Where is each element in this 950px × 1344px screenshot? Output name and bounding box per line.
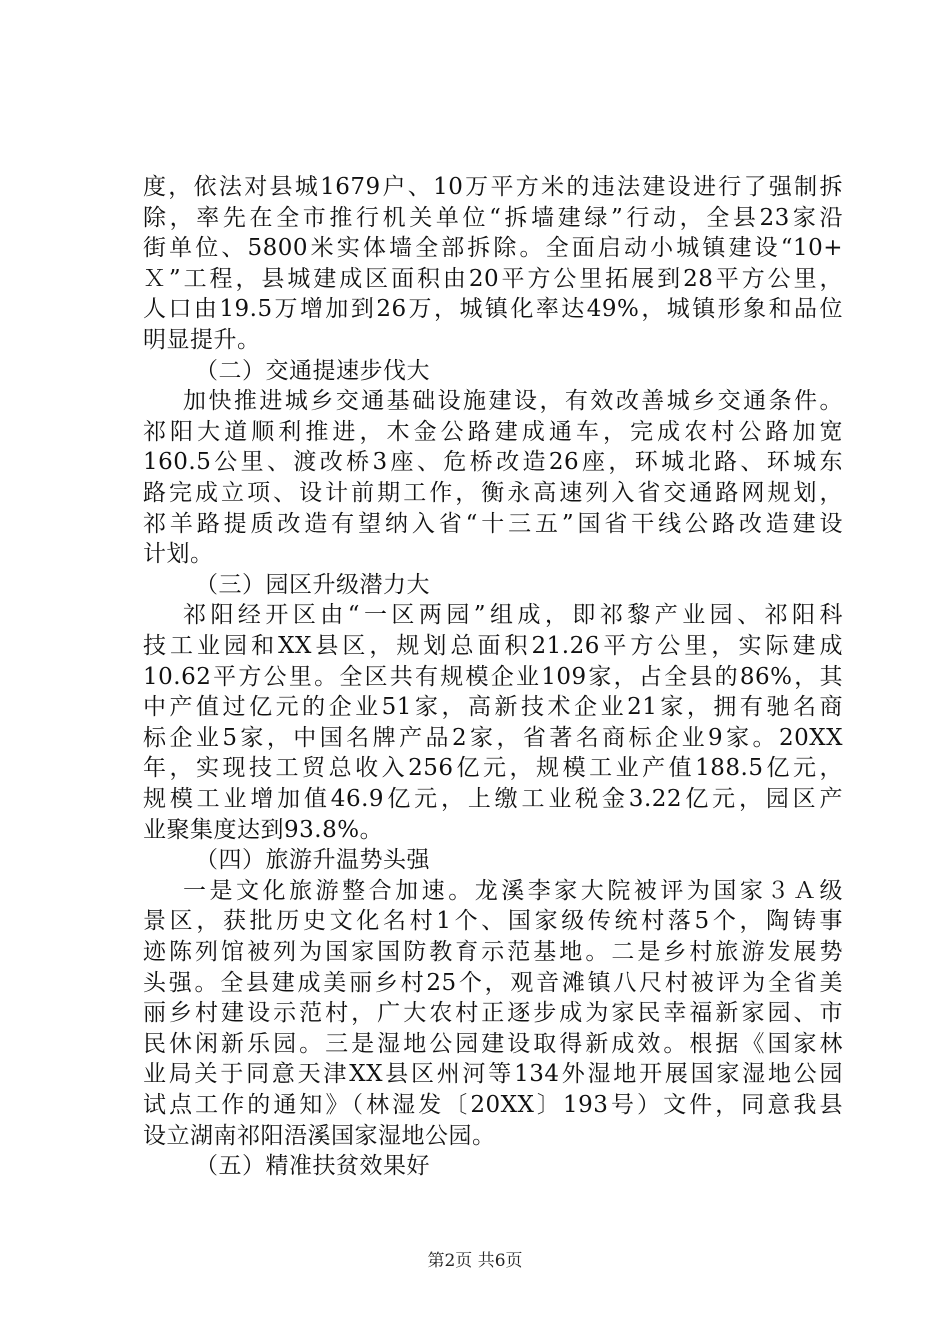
body-text-line: 业局关于同意天津XX县区州河等134外湿地开展国家湿地公园: [143, 1061, 843, 1088]
body-text-line: 中产值过亿元的企业51家，高新技术企业21家，拥有驰名商: [143, 694, 843, 721]
body-text-line: 祁阳大道顺利推进，木金公路建成通车，完成农村公路加宽: [143, 418, 843, 445]
body-text-line: 明显提升。: [143, 327, 261, 353]
section-heading: （三）园区升级潜力大: [195, 571, 430, 598]
body-text-line: 试点工作的通知》（林湿发〔20XX〕193号）文件，同意我县: [143, 1092, 843, 1118]
body-text-line: 人口由19.5万增加到26万，城镇化率达49%，城镇形象和品位: [143, 296, 843, 323]
body-text-line: 丽乡村建设示范村，广大农村正逐步成为家民幸福新家园、市: [143, 1000, 843, 1027]
body-text-line: 祁羊路提质改造有望纳入省“十三五”国省干线公路改造建设: [143, 510, 843, 537]
body-text-line: 度，依法对县城1679户、10万平方米的违法建设进行了强制拆: [143, 174, 843, 200]
body-text-line: 计划。: [143, 541, 214, 568]
paragraph-first-line: 加快推进城乡交通基础设施建设，有效改善城乡交通条件。: [183, 388, 843, 415]
page-footer: 第2页 共6页: [427, 1251, 523, 1271]
paragraph-first-line: 祁阳经开区由“一区两园”组成，即祁黎产业园、祁阳科: [183, 602, 843, 629]
body-text-line: 年，实现技工贸总收入256亿元，规模工业产值188.5亿元，: [143, 755, 843, 782]
body-text-line: Ｘ”工程，县城建成区面积由20平方公里拓展到28平方公里，: [143, 265, 843, 292]
body-text-line: 迹陈列馆被列为国家国防教育示范基地。二是乡村旅游发展势: [143, 939, 843, 965]
body-text-line: 业聚集度达到93.8%。: [143, 816, 384, 843]
section-heading: （五）精准扶贫效果好: [195, 1153, 430, 1180]
body-text-line: 头强。全县建成美丽乡村25个，观音滩镇八尺村被评为全省美: [143, 969, 843, 996]
body-text-line: 街单位、5800米实体墙全部拆除。全面启动小城镇建设“10+: [143, 235, 843, 262]
body-text-line: 技工业园和XX县区，规划总面积21.26平方公里，实际建成: [143, 633, 843, 659]
section-heading: （二）交通提速步伐大: [195, 357, 430, 384]
paragraph-first-line: 一是文化旅游整合加速。龙溪李家大院被评为国家３Ａ级: [183, 877, 843, 904]
body-text-line: 景区，获批历史文化名村1个、国家级传统村落5个，陶铸事: [143, 908, 843, 935]
section-heading: （四）旅游升温势头强: [195, 847, 430, 874]
body-text-line: 10.62平方公里。全区共有规模企业109家，占全县的86%，其: [143, 663, 843, 690]
body-text-line: 除，率先在全市推行机关单位“拆墙建绿”行动，全县23家沿: [143, 204, 843, 231]
body-text-line: 160.5公里、渡改桥3座、危桥改造26座，环城北路、环城东: [143, 449, 843, 476]
body-text-line: 设立湖南祁阳浯溪国家湿地公园。: [143, 1122, 496, 1149]
body-text-line: 路完成立项、设计前期工作，衡永高速列入省交通路网规划，: [143, 480, 843, 506]
body-text-line: 标企业5家，中国名牌产品2家，省著名商标企业9家。20XX: [143, 724, 843, 751]
body-text-line: 民休闲新乐园。三是湿地公园建设取得新成效。根据《国家林: [143, 1030, 843, 1057]
body-text-line: 规模工业增加值46.9亿元，上缴工业税金3.22亿元，园区产: [143, 786, 843, 812]
